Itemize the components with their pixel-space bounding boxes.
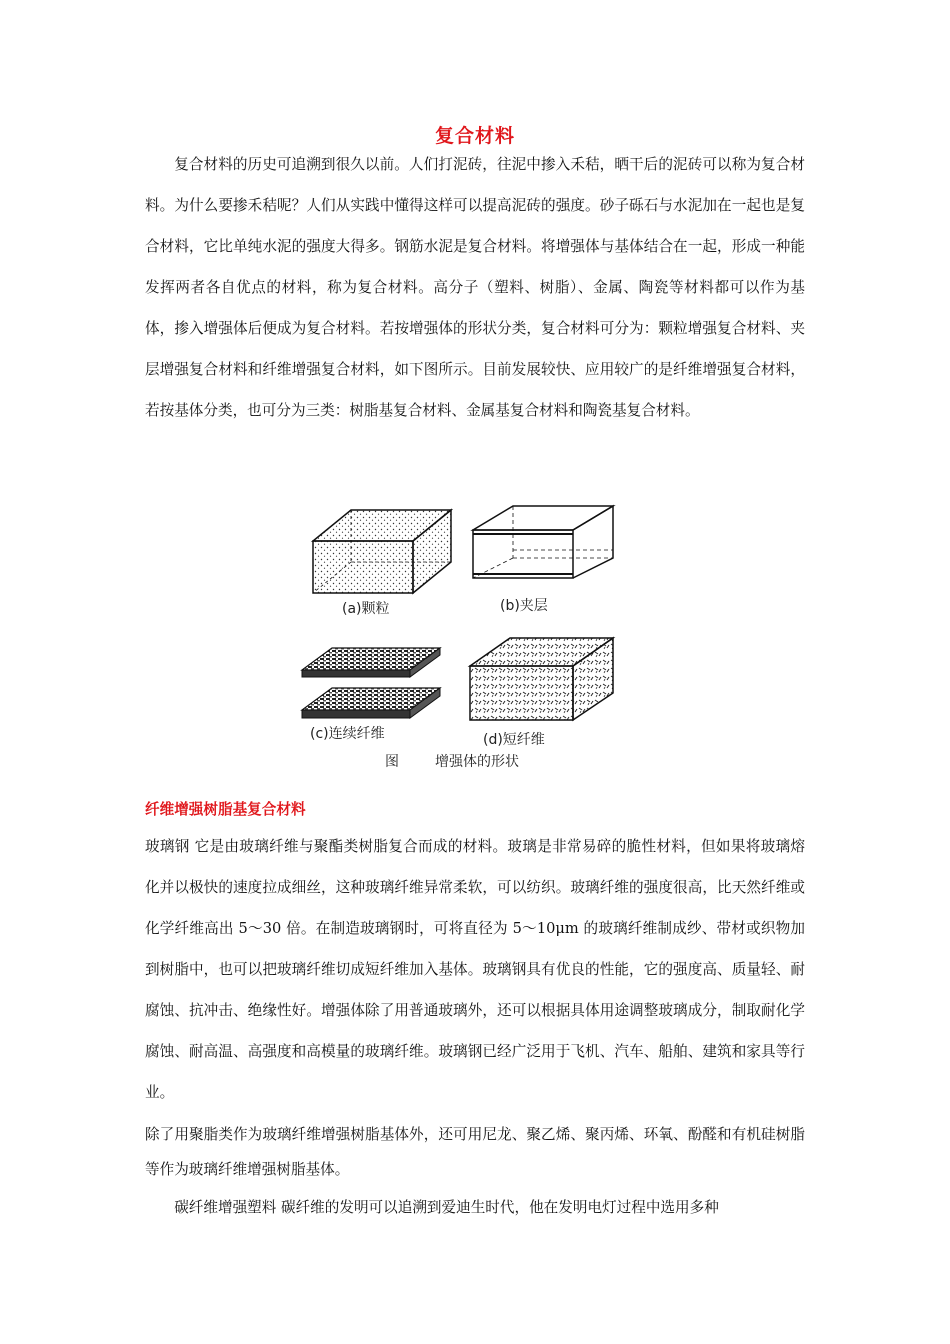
label-b: (b)夹层 [500,598,548,614]
other-resins-paragraph: 除了用聚脂类作为玻璃纤维增强树脂基体外，还可用尼龙、聚乙烯、聚丙烯、环氧、酚醛和有机硅树脂等作为玻璃纤维增强树脂基体。 [145,1126,805,1178]
label-c: (c)连续纤维 [310,726,385,742]
glass-fiber-paragraph: 玻璃钢 它是由玻璃纤维与聚酯类树脂复合而成的材料。玻璃是非常易碎的脆性材料，但如果将玻璃熔化并以极快的速度拉成细丝，这种玻璃纤维异常柔软，可以纺织。玻璃纤维的强度很高，比天然纤维或化学纤维高出 5～30 倍。在制造玻璃钢时，可将直径为 5～10μm 的玻璃纤维制成纱、带材或织物加到树脂中，也可以把玻璃纤维切成短纤维加入基体。玻璃钢具有优良的性能，它的强度高、质量轻、耐腐蚀、抗冲击、绝缘性好。增强体除了用普通玻璃外，还可以根据具体用途调整玻璃成分，制取耐化学腐蚀、耐高温、高强度和高模量的玻璃纤维。玻璃钢已经广泛用于飞机、汽车、船舶、建筑和家具等行业。 [145,838,805,1101]
figure-caption: 增强体的形状 [435,754,519,770]
particle-cube [313,510,451,593]
figure-caption-prefix: 图 [385,754,399,770]
short-fiber-cube [470,638,613,720]
label-a: (a)颗粒 [342,601,390,617]
carbon-fiber-paragraph: 碳纤维增强塑料 碳纤维的发明可以追溯到爱迪生时代，他在发明电灯过程中选用多种 [174,1199,719,1216]
laminate-box [473,506,613,578]
page-title: 复合材料 [434,125,515,147]
reinforcement-shapes-figure [290,498,630,778]
label-d: (d)短纤维 [483,732,545,748]
continuous-fiber-plates [302,648,440,718]
section-heading: 纤维增强树脂基复合材料 [145,801,306,818]
intro-paragraph: 复合材料的历史可追溯到很久以前。人们打泥砖，往泥中掺入禾秸，晒干后的泥砖可以称为复合材料。为什么要掺禾秸呢？人们从实践中懂得这样可以提高泥砖的强度。砂子砾石与水泥加在一起也是复合材料，它比单纯水泥的强度大得多。钢筋水泥是复合材料。将增强体与基体结合在一起，形成一种能发挥两者各自优点的材料，称为复合材料。高分子（塑料、树脂）、金属、陶瓷等材料都可以作为基体，掺入增强体后便成为复合材料。若按增强体的形状分类，复合材料可分为：颗粒增强复合材料、夹层增强复合材料和纤维增强复合材料，如下图所示。目前发展较快、应用较广的是纤维增强复合材料，若按基体分类，也可分为三类：树脂基复合材料、金属基复合材料和陶瓷基复合材料。 [145,156,805,419]
